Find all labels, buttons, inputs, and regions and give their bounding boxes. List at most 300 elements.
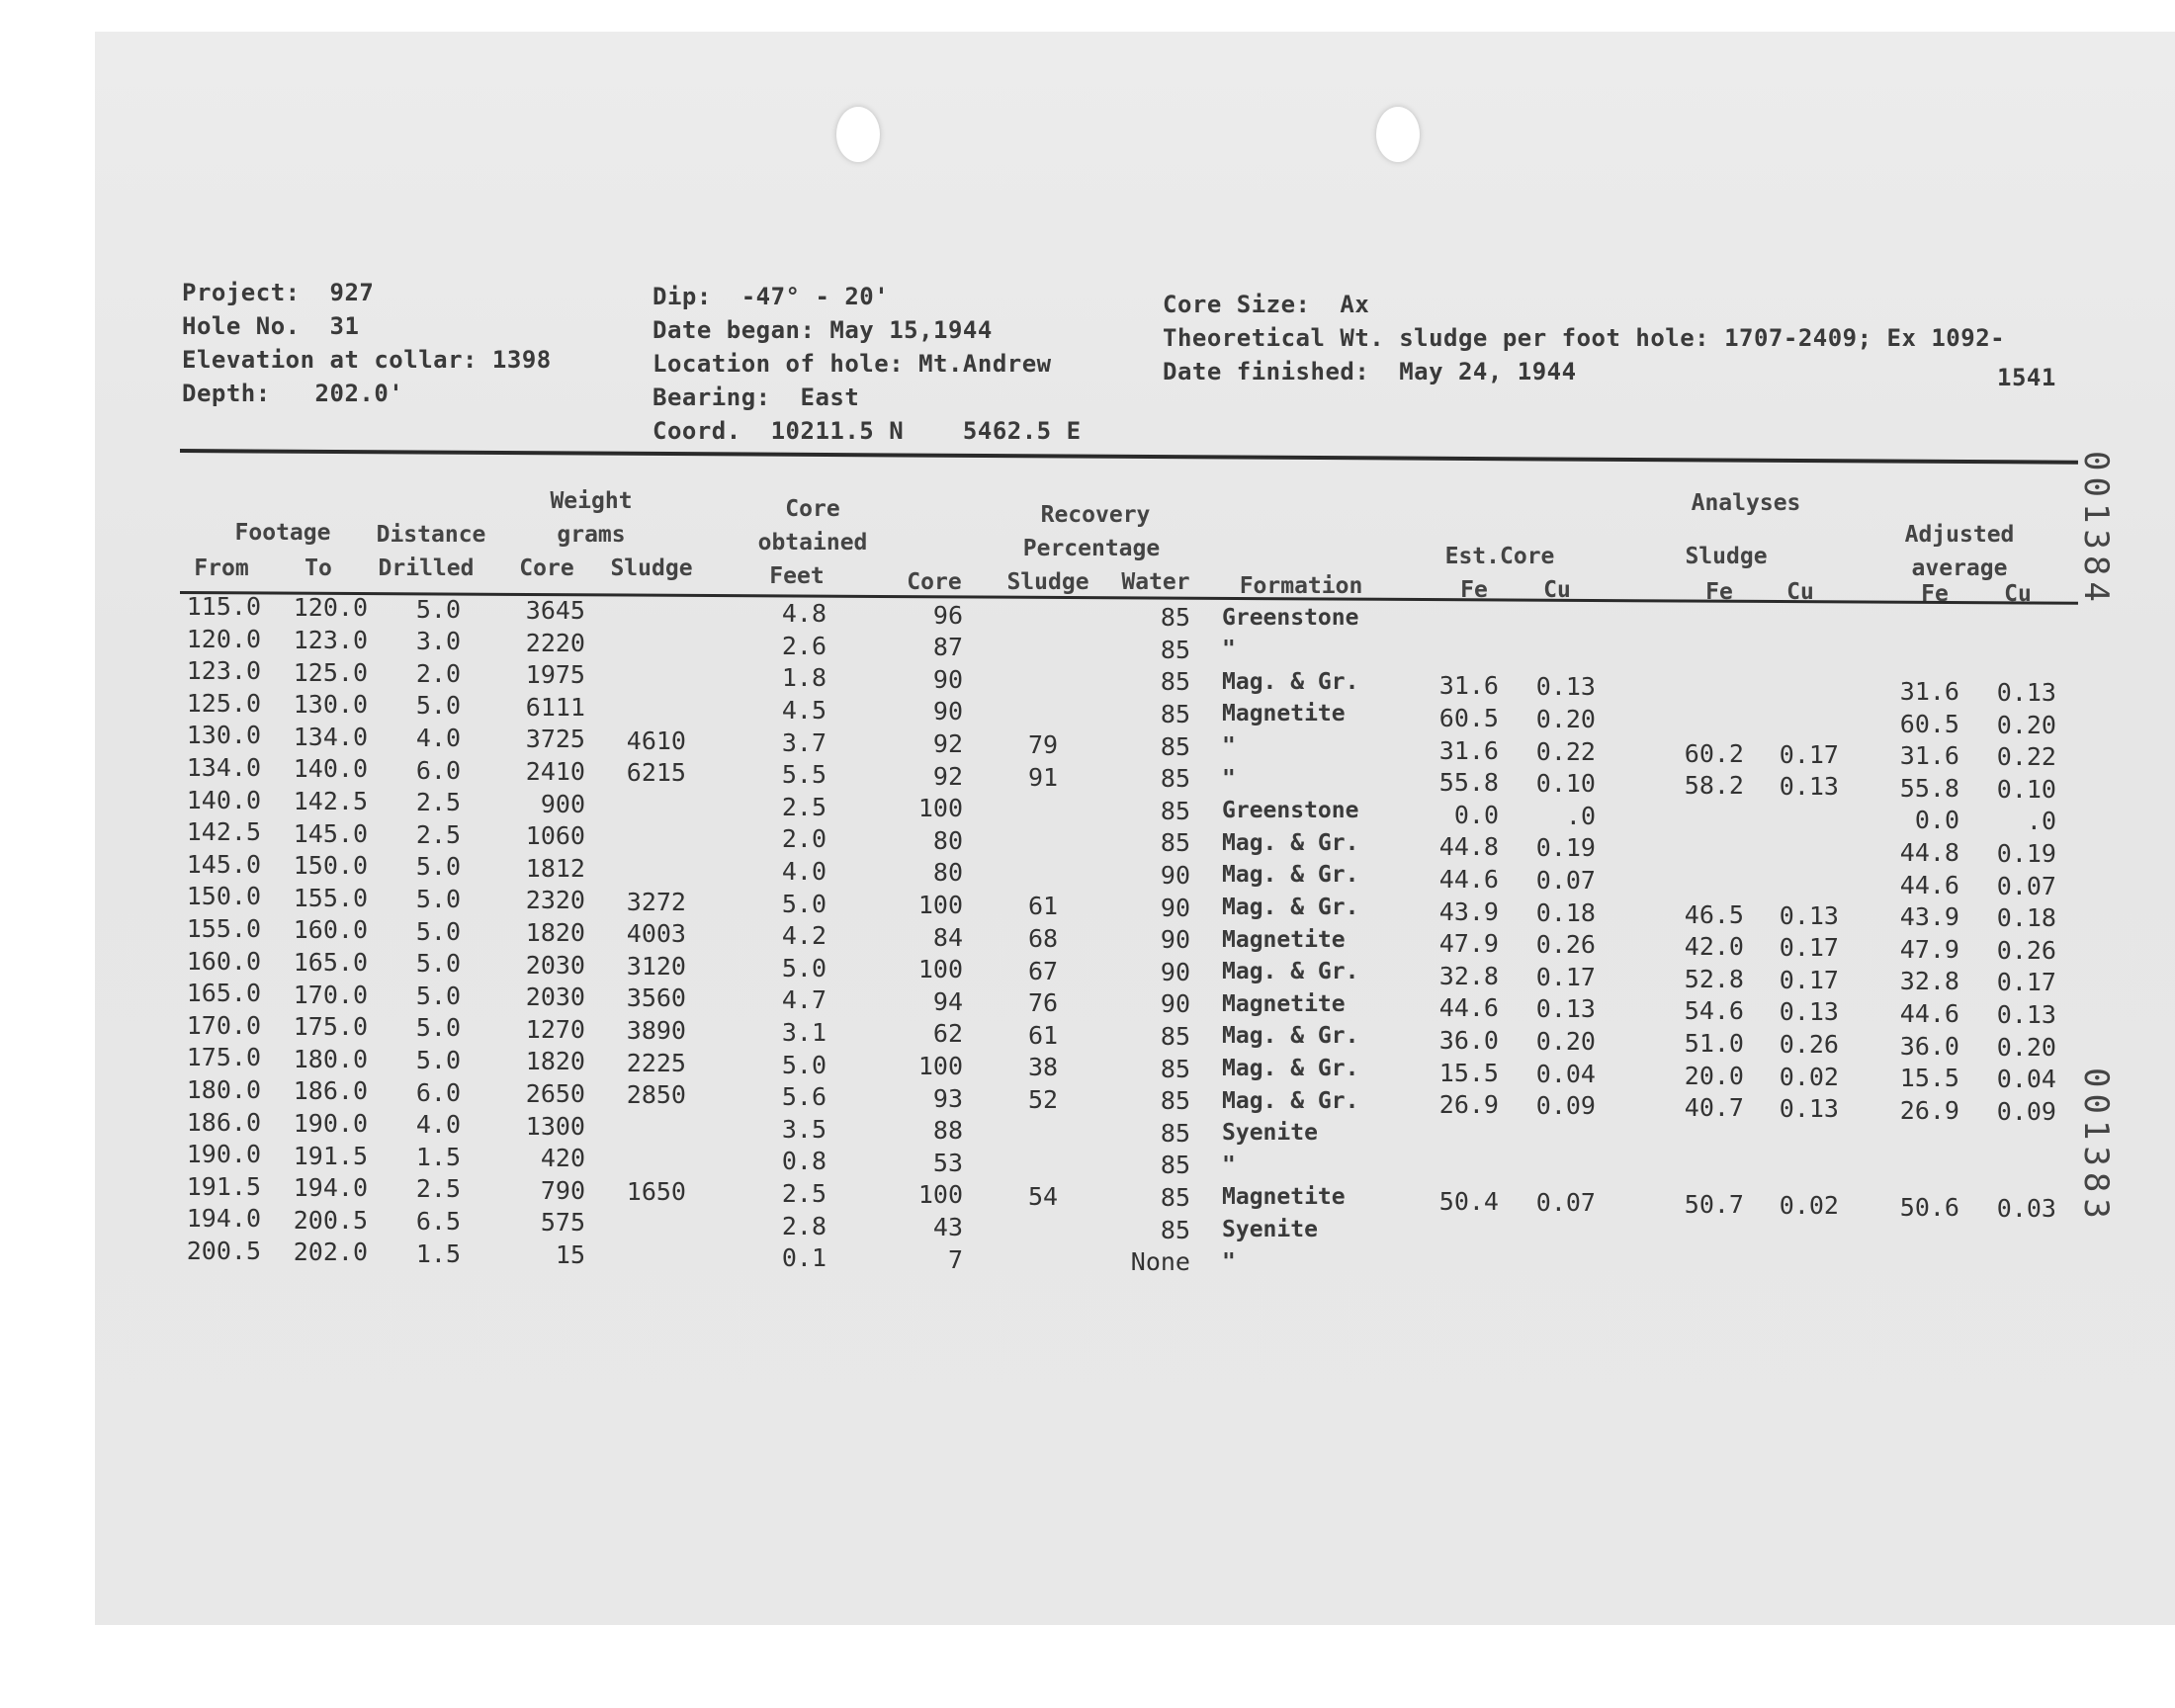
from-cell: 191.5 (186, 1171, 261, 1201)
feet-cell: 4.5 (781, 695, 826, 725)
est-fe-cell: 31.6 (1438, 735, 1499, 765)
to-cell: 190.0 (293, 1108, 368, 1138)
core-grams-cell: 2320 (525, 886, 585, 915)
adj-cu-cell: 0.17 (1996, 968, 2056, 997)
from-cell: 170.0 (186, 1010, 261, 1040)
drilled-cell: 2.5 (415, 788, 461, 817)
to-cell: 120.0 (293, 593, 368, 623)
to-cell: 125.0 (293, 657, 368, 687)
water-cell: 85 (1160, 796, 1190, 825)
formation-cell: " (1222, 637, 1236, 663)
from-cell: 125.0 (186, 688, 261, 718)
est-cu-cell: 0.26 (1535, 930, 1596, 960)
scanned-page (85, 0, 2175, 1708)
sludge-grams-cell: 2850 (626, 1080, 686, 1110)
sludge-cu-cell: 0.02 (1779, 1191, 1839, 1221)
from-cell: 123.0 (186, 656, 261, 686)
from-cell: 120.0 (186, 624, 261, 653)
core-grams-cell: 2030 (525, 982, 585, 1012)
to-cell: 142.5 (293, 786, 368, 815)
sludge-analysis-header: Sludge (1685, 544, 1768, 569)
to-cell: 165.0 (293, 947, 368, 977)
sludge-cu-cell: 0.26 (1779, 1030, 1839, 1060)
est-cu-cell: 0.22 (1535, 736, 1596, 766)
adj-fe-cell: 47.9 (1899, 934, 1959, 964)
water-cell: 85 (1160, 1022, 1190, 1052)
from-cell: 134.0 (186, 753, 261, 783)
rec-sludge-cell: 54 (1027, 1181, 1059, 1211)
core-grams-cell: 2410 (525, 757, 585, 787)
archive-number-bottom: 001383 (2076, 1068, 2116, 1225)
to-cell: 160.0 (293, 915, 368, 945)
water-cell: 85 (1160, 1118, 1190, 1148)
sludge-fe-cell: 51.0 (1684, 1028, 1744, 1058)
water-cell: 85 (1160, 764, 1190, 794)
rec-core-cell: 7 (947, 1244, 963, 1274)
formation-cell: " (1222, 733, 1236, 760)
from-cell: 160.0 (186, 946, 261, 976)
rec-core-cell: 87 (932, 633, 963, 662)
drilled-cell: 3.0 (415, 627, 461, 656)
formation-cell: Greenstone (1222, 798, 1359, 824)
est-cu-header: Cu (1543, 577, 1571, 603)
from-cell: 200.5 (186, 1237, 261, 1266)
drilled-cell: 5.0 (415, 949, 461, 979)
rec-core-cell: 88 (932, 1116, 963, 1146)
water-cell: 85 (1160, 1151, 1190, 1180)
adj-fe-cell: 60.5 (1899, 709, 1959, 738)
rec-sludge-cell: 68 (1027, 924, 1059, 954)
rec-core-cell: 92 (932, 761, 963, 791)
water-cell: 85 (1160, 700, 1190, 729)
header-rule (180, 449, 2078, 465)
from-cell: 142.5 (186, 817, 261, 847)
core-grams-cell: 6111 (525, 692, 585, 722)
drilled-cell: 2.5 (415, 1174, 461, 1204)
rec-sludge-cell: 38 (1027, 1053, 1059, 1082)
from-cell: 186.0 (186, 1107, 261, 1137)
est-cu-cell: 0.18 (1535, 897, 1596, 927)
est-fe-cell: 50.4 (1438, 1187, 1499, 1216)
water-cell: 85 (1160, 667, 1190, 697)
adj-cu-cell: 0.19 (1996, 839, 2056, 869)
water-cell: 85 (1160, 635, 1190, 664)
drilled-cell: 4.0 (415, 1110, 461, 1140)
est-cu-cell: 0.07 (1535, 1188, 1596, 1218)
est-fe-cell: 15.5 (1438, 1058, 1499, 1087)
drilled-cell: 5.0 (415, 691, 461, 721)
formation-cell: Mag. & Gr. (1222, 1023, 1359, 1050)
drilled-cell: 1.5 (415, 1142, 461, 1171)
rec-sludge-cell: 76 (1027, 988, 1059, 1018)
rec-core-cell: 90 (932, 697, 963, 726)
feet-cell: 2.5 (781, 1178, 826, 1208)
adj-cu-cell: 0.26 (1996, 935, 2056, 965)
to-cell: 186.0 (293, 1076, 368, 1106)
punch-hole-right (1376, 107, 1420, 162)
sludge-grams-cell: 1650 (626, 1177, 686, 1207)
water-cell: 90 (1160, 957, 1190, 986)
rec-core-cell: 100 (917, 794, 963, 823)
to-cell: 150.0 (293, 851, 368, 881)
feet-cell: 5.0 (781, 889, 826, 918)
adj-fe-cell: 55.8 (1899, 773, 1959, 803)
adj-cu-cell: 0.20 (1996, 1032, 2056, 1062)
adj-cu-cell: 0.07 (1996, 871, 2056, 900)
core-grams-cell: 1812 (525, 853, 585, 883)
formation-header: Formation (1239, 573, 1363, 599)
rec-core-cell: 90 (932, 664, 963, 694)
rec-core-cell: 100 (917, 1052, 963, 1081)
est-cu-cell: 0.20 (1535, 705, 1596, 734)
core-size-line: Core Size: Ax (1163, 291, 1370, 318)
coord-line: Coord. 10211.5 N 5462.5 E (652, 417, 1082, 445)
formation-cell: Mag. & Gr. (1222, 1056, 1359, 1082)
date-finished-line: Date finished: May 24, 1944 (1163, 358, 1577, 385)
sludge-cu-cell: 0.17 (1779, 739, 1839, 769)
from-header: From (194, 555, 249, 581)
punch-hole-left (836, 107, 880, 162)
from-cell: 115.0 (186, 592, 261, 622)
rec-sludge-header: Sludge (1006, 569, 1089, 595)
water-cell: 85 (1160, 828, 1190, 858)
rec-core-cell: 62 (932, 1019, 963, 1049)
feet-cell: 5.0 (781, 953, 826, 982)
from-cell: 190.0 (186, 1140, 261, 1169)
water-cell: 85 (1160, 1086, 1190, 1116)
rec-water-header: Water (1121, 569, 1190, 595)
adj-cu-cell: 0.20 (1996, 710, 2056, 739)
rec-core-cell: 100 (917, 955, 963, 984)
est-fe-cell: 55.8 (1438, 768, 1499, 798)
to-cell: 194.0 (293, 1173, 368, 1203)
formation-cell: Greenstone (1222, 604, 1359, 631)
est-fe-cell: 31.6 (1438, 671, 1499, 701)
core-grams-cell: 575 (540, 1208, 585, 1238)
sludge-fe-cell: 42.0 (1684, 932, 1744, 962)
to-header: To (304, 555, 332, 581)
feet-cell: 5.0 (781, 1050, 826, 1079)
core-obtained-header-2: obtained (757, 530, 868, 555)
feet-cell: 4.2 (781, 921, 826, 951)
water-cell: 85 (1160, 1215, 1190, 1244)
adj-cu-cell: 0.22 (1996, 742, 2056, 772)
feet-cell: 4.8 (781, 599, 826, 629)
to-cell: 202.0 (293, 1238, 368, 1267)
est-core-header: Est.Core (1444, 544, 1555, 569)
est-fe-cell: 44.6 (1438, 993, 1499, 1023)
from-cell: 180.0 (186, 1075, 261, 1105)
rec-core-cell: 80 (932, 858, 963, 888)
sludge-cu-cell: 0.13 (1779, 1094, 1839, 1124)
core-grams-cell: 3725 (525, 725, 585, 754)
adj-cu-cell: 0.09 (1996, 1096, 2056, 1126)
adj-cu-cell: 0.04 (1996, 1065, 2056, 1094)
distance-header: Distance (376, 522, 486, 548)
est-fe-cell: 26.9 (1438, 1090, 1499, 1120)
est-cu-cell: 0.19 (1535, 833, 1596, 863)
water-cell: 85 (1160, 1183, 1190, 1213)
adj-fe-cell: 50.6 (1899, 1192, 1959, 1222)
from-cell: 194.0 (186, 1204, 261, 1234)
date-began-line: Date began: May 15,1944 (652, 316, 993, 344)
rec-core-cell: 94 (932, 986, 963, 1016)
feet-cell: 4.0 (781, 856, 826, 886)
to-cell: 170.0 (293, 980, 368, 1009)
to-cell: 175.0 (293, 1012, 368, 1042)
rec-core-cell: 84 (932, 922, 963, 952)
sludge-grams-cell: 6215 (626, 758, 686, 788)
grams-header: grams (557, 522, 626, 548)
formation-cell: Mag. & Gr. (1222, 862, 1359, 889)
sludge-fe-cell: 54.6 (1684, 996, 1744, 1026)
to-cell: 180.0 (293, 1044, 368, 1073)
formation-cell: Mag. & Gr. (1222, 895, 1359, 921)
formation-cell: Magnetite (1222, 990, 1346, 1017)
core-obtained-header-1: Core (785, 496, 840, 522)
adj-cu-cell: 0.03 (1996, 1193, 2056, 1223)
sludge-cu-cell: 0.17 (1779, 933, 1839, 963)
drilled-cell: 6.0 (415, 1077, 461, 1107)
formation-cell: " (1222, 765, 1236, 792)
rec-sludge-cell: 67 (1027, 956, 1059, 985)
log-sheet (95, 32, 2175, 1625)
rec-core-cell: 92 (932, 729, 963, 759)
est-cu-cell: .0 (1565, 801, 1596, 830)
drilled-cell: 1.5 (415, 1238, 461, 1268)
drilled-cell: 4.0 (415, 724, 461, 752)
formation-cell: Syenite (1222, 1217, 1318, 1243)
rec-sludge-cell: 79 (1027, 730, 1059, 760)
feet-cell: 2.6 (781, 631, 826, 660)
to-cell: 130.0 (293, 690, 368, 720)
rec-sludge-cell: 61 (1027, 892, 1059, 921)
est-cu-cell: 0.07 (1535, 866, 1596, 896)
sludge-grams-cell: 3272 (626, 887, 686, 916)
adj-fe-cell: 36.0 (1899, 1031, 1959, 1061)
core-grams-cell: 2650 (525, 1079, 585, 1109)
sludge-fe-cell: 58.2 (1684, 771, 1744, 801)
core-grams-cell: 3645 (525, 596, 585, 626)
adj-fe-cell: 44.6 (1899, 870, 1959, 899)
feet-cell: 0.8 (781, 1147, 826, 1176)
adj-cu-cell: .0 (2026, 807, 2056, 836)
core-grams-cell: 1270 (525, 1014, 585, 1044)
est-fe-header: Fe (1460, 577, 1488, 603)
from-cell: 165.0 (186, 979, 261, 1008)
recovery-header-1: Recovery (1040, 502, 1151, 528)
depth-line: Depth: 202.0' (182, 380, 404, 407)
sludge-fe-cell: 46.5 (1684, 899, 1744, 929)
feet-cell: 2.5 (781, 792, 826, 821)
theoretical-wt-cont: 1541 (1997, 364, 2056, 391)
formation-cell: Mag. & Gr. (1222, 829, 1359, 856)
to-cell: 191.5 (293, 1141, 368, 1170)
to-cell: 134.0 (293, 722, 368, 751)
adj-fe-cell: 32.8 (1899, 967, 1959, 996)
est-cu-cell: 0.10 (1535, 769, 1596, 799)
rec-core-cell: 100 (917, 1180, 963, 1210)
feet-cell: 3.1 (781, 1017, 826, 1047)
core-grams-cell: 420 (540, 1144, 585, 1173)
analyses-header: Analyses (1691, 490, 1801, 516)
core-grams-cell: 900 (540, 789, 585, 818)
feet-cell: 1.8 (781, 663, 826, 693)
drilled-cell: 5.0 (415, 916, 461, 946)
to-cell: 145.0 (293, 818, 368, 848)
adjusted-header-2: average (1911, 555, 2008, 581)
sludge-weight-header: Sludge (610, 555, 693, 581)
dip-line: Dip: -47° - 20' (652, 283, 890, 310)
bearing-line: Bearing: East (652, 384, 860, 411)
feet-cell: 5.5 (781, 760, 826, 790)
sludge-fe-cell: 52.8 (1684, 964, 1744, 993)
drilled-cell: 2.0 (415, 658, 461, 688)
core-weight-header: Core (519, 555, 574, 581)
location-line: Location of hole: Mt.Andrew (652, 350, 1052, 378)
est-fe-cell: 60.5 (1438, 704, 1499, 732)
feet-cell: 5.6 (781, 1082, 826, 1112)
sludge-cu-cell: 0.02 (1779, 1062, 1839, 1091)
footage-header: Footage (234, 520, 331, 546)
adj-fe-cell: 15.5 (1899, 1064, 1959, 1093)
adj-fe-cell: 44.6 (1899, 998, 1959, 1028)
core-grams-cell: 2030 (525, 950, 585, 980)
core-grams-cell: 1820 (525, 1047, 585, 1076)
sludge-fe-cell: 60.2 (1684, 738, 1744, 768)
sludge-grams-cell: 3560 (626, 983, 686, 1013)
rec-core-header: Core (907, 569, 962, 595)
sludge-fe-cell: 40.7 (1684, 1093, 1744, 1123)
feet-cell: 4.7 (781, 985, 826, 1015)
drilled-cell: 5.0 (415, 981, 461, 1010)
est-cu-cell: 0.13 (1535, 672, 1596, 702)
feet-cell: 3.7 (781, 727, 826, 757)
feet-cell: 2.8 (781, 1211, 826, 1240)
sludge-cu-cell: 0.13 (1779, 772, 1839, 802)
sl-fe-header: Fe (1705, 579, 1733, 605)
est-cu-cell: 0.09 (1535, 1091, 1596, 1121)
adj-cu-cell: 0.13 (1996, 1000, 2056, 1030)
adj-cu-cell: 0.10 (1996, 774, 2056, 804)
weight-header: Weight (550, 488, 633, 514)
formation-cell: Mag. & Gr. (1222, 1087, 1359, 1114)
to-cell: 140.0 (293, 754, 368, 784)
drilled-cell: 6.5 (415, 1207, 461, 1236)
project-line: Project: 927 (182, 279, 375, 306)
adj-cu-cell: 0.18 (1996, 903, 2056, 933)
core-grams-cell: 1300 (525, 1111, 585, 1141)
adj-fe-cell: 44.8 (1899, 837, 1959, 867)
formation-cell: Magnetite (1222, 926, 1346, 953)
core-grams-cell: 1820 (525, 918, 585, 948)
theoretical-wt-line: Theoretical Wt. sludge per foot hole: 1707-2409; Ex 1092- (1163, 324, 2006, 352)
from-cell: 150.0 (186, 882, 261, 911)
sludge-grams-cell: 3120 (626, 951, 686, 981)
adj-fe-cell: 0.0 (1914, 806, 1959, 835)
est-fe-cell: 43.9 (1438, 897, 1499, 926)
rec-core-cell: 53 (932, 1148, 963, 1177)
elevation-line: Elevation at collar: 1398 (182, 346, 552, 374)
feet-cell: 3.5 (781, 1114, 826, 1144)
drilled-cell: 5.0 (415, 852, 461, 882)
from-cell: 155.0 (186, 914, 261, 944)
rec-core-cell: 43 (932, 1213, 963, 1242)
drilled-cell: 2.5 (415, 819, 461, 849)
from-cell: 145.0 (186, 849, 261, 879)
rec-core-cell: 100 (917, 891, 963, 920)
formation-cell: Magnetite (1222, 1184, 1346, 1211)
est-fe-cell: 36.0 (1438, 1026, 1499, 1055)
est-cu-cell: 0.04 (1535, 1059, 1596, 1088)
sludge-grams-cell: 4610 (626, 726, 686, 755)
core-grams-cell: 15 (555, 1240, 585, 1270)
recovery-header-2: Percentage (1022, 536, 1161, 561)
sl-cu-header: Cu (1786, 579, 1814, 605)
rec-core-cell: 80 (932, 825, 963, 855)
formation-cell: Syenite (1222, 1120, 1318, 1147)
core-grams-cell: 1975 (525, 660, 585, 690)
from-cell: 130.0 (186, 721, 261, 750)
est-cu-cell: 0.13 (1535, 994, 1596, 1024)
sludge-grams-cell: 3890 (626, 1016, 686, 1046)
feet-cell: 2.0 (781, 824, 826, 854)
drilled-cell: 5.0 (415, 885, 461, 913)
from-cell: 175.0 (186, 1043, 261, 1072)
rec-core-cell: 93 (932, 1083, 963, 1113)
sludge-grams-cell: 2225 (626, 1048, 686, 1077)
adjusted-header-1: Adjusted (1904, 522, 2015, 548)
water-cell: 85 (1160, 603, 1190, 633)
feet-cell: 0.1 (781, 1243, 826, 1273)
to-cell: 123.0 (293, 625, 368, 654)
water-cell: 90 (1160, 893, 1190, 922)
adj-fe-header: Fe (1921, 581, 1949, 607)
drilled-header: Drilled (378, 555, 475, 581)
est-fe-cell: 44.6 (1438, 865, 1499, 894)
adj-fe-cell: 31.6 (1899, 741, 1959, 771)
rec-sludge-cell: 61 (1027, 1020, 1059, 1050)
formation-cell: Mag. & Gr. (1222, 668, 1359, 695)
water-cell: 90 (1160, 925, 1190, 955)
sludge-cu-cell: 0.13 (1779, 997, 1839, 1027)
formation-cell: Magnetite (1222, 701, 1346, 727)
hole-line: Hole No. 31 (182, 312, 360, 340)
est-cu-cell: 0.17 (1535, 962, 1596, 991)
adj-cu-cell: 0.13 (1996, 678, 2056, 708)
adj-fe-cell: 26.9 (1899, 1095, 1959, 1125)
adj-cu-header: Cu (2004, 581, 2032, 607)
feet-header: Feet (769, 563, 825, 589)
from-cell: 140.0 (186, 785, 261, 814)
to-cell: 155.0 (293, 883, 368, 912)
water-cell: 90 (1160, 861, 1190, 891)
sludge-cu-cell: 0.13 (1779, 900, 1839, 930)
est-fe-cell: 0.0 (1453, 800, 1499, 829)
sludge-fe-cell: 20.0 (1684, 1061, 1744, 1090)
est-fe-cell: 44.8 (1438, 832, 1499, 862)
formation-cell: " (1222, 1152, 1236, 1178)
formation-cell: " (1222, 1248, 1236, 1275)
archive-number-top: 001384 (2076, 451, 2116, 608)
rec-sludge-cell: 52 (1027, 1085, 1059, 1115)
formation-cell: Mag. & Gr. (1222, 959, 1359, 985)
core-grams-cell: 790 (540, 1175, 585, 1205)
est-cu-cell: 0.20 (1535, 1027, 1596, 1057)
est-fe-cell: 32.8 (1438, 961, 1499, 990)
sludge-fe-cell: 50.7 (1684, 1189, 1744, 1219)
rec-core-cell: 96 (932, 600, 963, 630)
